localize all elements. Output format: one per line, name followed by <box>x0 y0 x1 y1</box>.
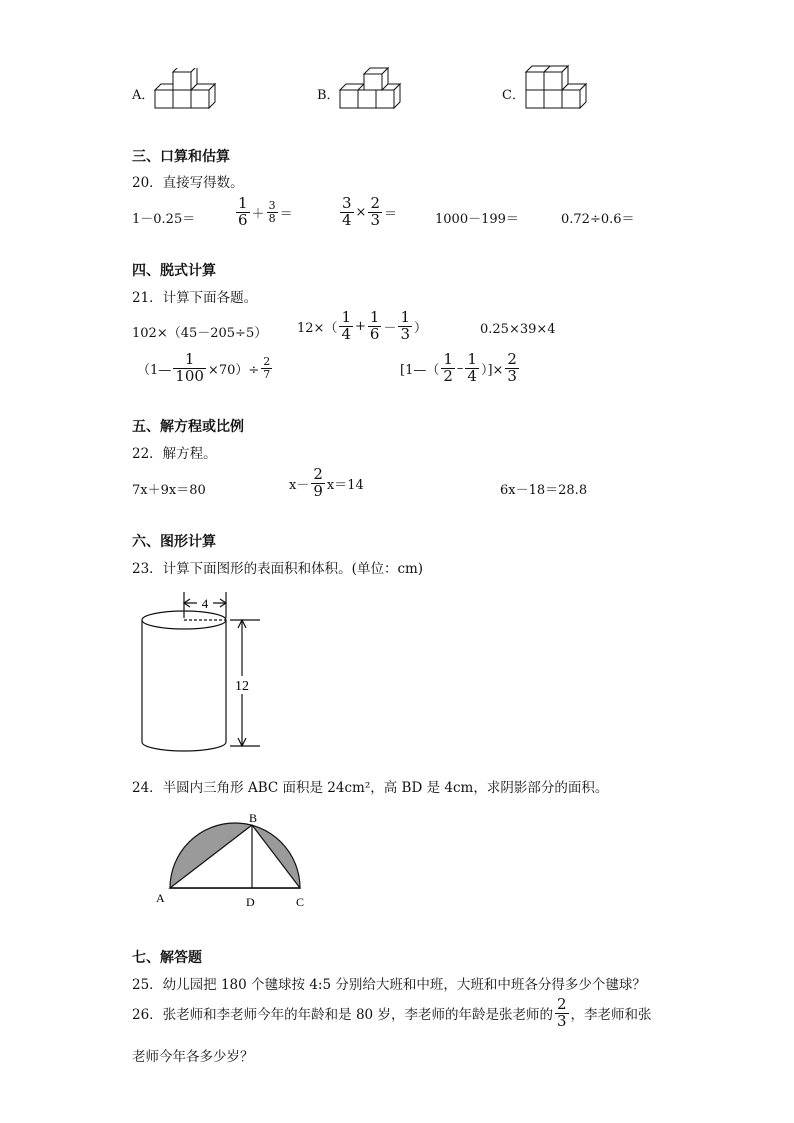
point-a-label: A <box>156 891 165 905</box>
option-a-cubes[interactable] <box>153 68 223 112</box>
calc-20-2: $\frac{1}{6}$ ＋ $\frac{3}{8}$ ＝ <box>238 194 293 229</box>
option-c-label[interactable]: C． <box>502 88 525 103</box>
option-b-label[interactable]: B． <box>317 88 340 103</box>
calc-21-5: [1—（ $\frac{1}{2}$ – $\frac{1}{4}$ ）]× $\frac{2}{3}$ <box>400 350 517 385</box>
option-a-label[interactable]: A． <box>132 88 155 103</box>
question-26-line-2: 老师今年各多少岁？ <box>132 1049 254 1065</box>
question-22: 22．解方程。 <box>132 446 217 462</box>
point-b-label: B <box>249 811 258 825</box>
semicircle-figure <box>150 808 320 914</box>
calc-21-2: 12×（ $\frac{1}{4}$ + $\frac{1}{6}$ － $\frac{1}{3}$ ） <box>297 308 428 343</box>
point-c-label: C <box>296 895 305 909</box>
section-3-heading: 三、口算和估算 <box>132 149 230 165</box>
option-b-cubes[interactable] <box>338 66 408 114</box>
calc-20-4: 1000－199＝ <box>435 212 519 227</box>
cylinder-figure <box>132 586 282 758</box>
height-label: 12 <box>235 679 249 694</box>
question-26-line-1: 26．张老师和李老师今年的年龄和是 80 岁，李老师的年龄是张老师的 $\frac{2}{3}$ ，李老师和张 <box>132 995 652 1030</box>
calc-20-1: 1－0.25＝ <box>132 212 196 227</box>
equation-3: 6x－18＝28.8 <box>500 483 588 498</box>
question-24: 24．半圆内三角形 ABC 面积是 24cm²，高 BD 是 4cm，求阴影部分的面积。 <box>132 780 609 796</box>
question-25: 25．幼儿园把 180 个毽球按 4:5 分别给大班和中班，大班和中班各分得多少个毽球？ <box>132 977 646 993</box>
equation-1: 7x＋9x＝80 <box>132 483 206 498</box>
question-20: 20．直接写得数。 <box>132 175 244 191</box>
option-c-cubes[interactable] <box>522 64 592 114</box>
radius-label: 4 <box>201 596 209 611</box>
section-6-heading: 六、图形计算 <box>132 534 216 550</box>
calc-20-5: 0.72÷0.6＝ <box>561 212 635 227</box>
section-7-heading: 七、解答题 <box>132 950 202 966</box>
section-5-heading: 五、解方程或比例 <box>132 419 244 435</box>
calc-20-3: $\frac{3}{4}$ × $\frac{2}{3}$ ＝ <box>342 194 398 229</box>
calc-21-3: 0.25×39×4 <box>480 322 556 337</box>
equation-2: x－ $\frac{2}{9}$ x＝14 <box>289 465 364 500</box>
question-23: 23．计算下面图形的表面积和体积。(单位：cm) <box>132 561 424 577</box>
calc-21-4: （1— $\frac{1}{100}$ ×70）÷ $\frac{2}{7}$ <box>137 350 271 385</box>
point-d-label: D <box>246 895 255 909</box>
question-21: 21．计算下面各题。 <box>132 290 258 306</box>
calc-21-1: 102×（45－205÷5） <box>132 326 268 341</box>
section-4-heading: 四、脱式计算 <box>132 263 216 279</box>
